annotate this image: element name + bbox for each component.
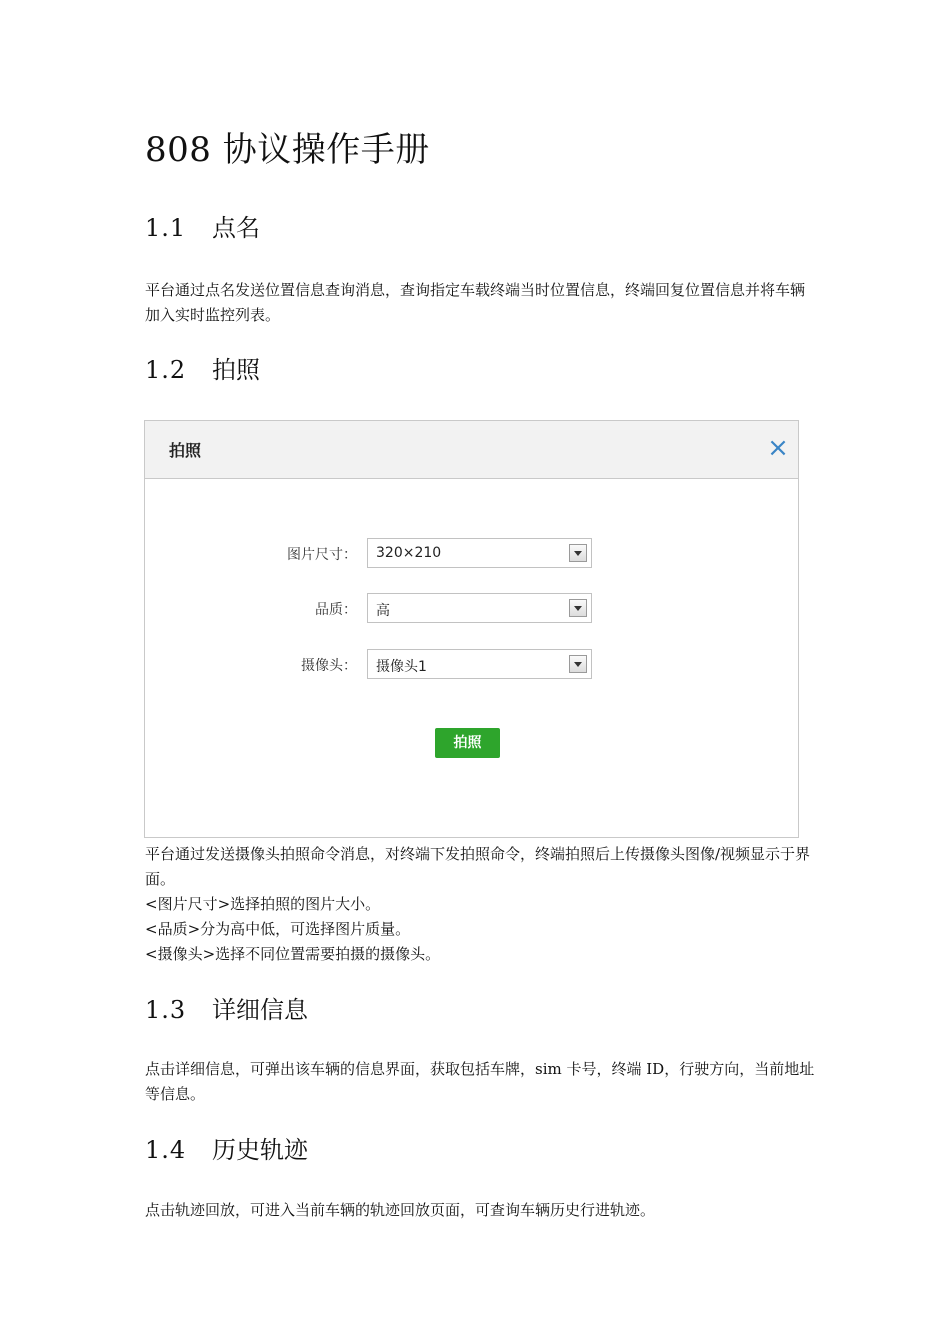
form-row-image-size (145, 538, 800, 568)
paragraph: <摄像头>选择不同位置需要拍摄的摄像头。 (145, 945, 441, 963)
paragraph: 点击轨迹回放，可进入当前车辆的轨迹回放页面，可查询车辆历史行进轨迹。 (145, 1201, 656, 1219)
camera-label: 摄像头： (301, 658, 357, 674)
quality-label: 品质： (315, 602, 357, 618)
dialog-header (145, 421, 798, 479)
section-heading-1-3 (145, 990, 308, 1025)
section-number: 1.4 (145, 1136, 187, 1164)
section-number: 1.3 (145, 996, 187, 1024)
section-number: 1.1 (145, 214, 187, 242)
paragraph: 平台通过点名发送位置信息查询消息，查询指定车载终端当时位置信息，终端回复位置信息并将车辆加入实时监控列表。 (145, 281, 806, 324)
camera-select[interactable] (367, 649, 592, 679)
section-title: 拍照 (212, 356, 260, 384)
section-body-1-2 (145, 842, 815, 967)
form-row-quality (145, 593, 800, 623)
paragraph: <图片尺寸>选择拍照的图片大小。 (145, 895, 381, 913)
image-size-value: 320×210 (376, 545, 442, 561)
chevron-down-icon[interactable] (569, 655, 587, 673)
quality-value: 高 (376, 603, 390, 619)
photo-dialog (144, 420, 799, 838)
chevron-down-icon[interactable] (569, 599, 587, 617)
quality-select[interactable] (367, 593, 592, 623)
section-body-1-3 (145, 1057, 815, 1107)
camera-value: 摄像头1 (376, 659, 427, 675)
section-title: 历史轨迹 (212, 1136, 308, 1164)
take-photo-button[interactable]: 拍照 (435, 728, 500, 758)
image-size-select[interactable] (367, 538, 592, 568)
section-title: 点名 (212, 214, 260, 242)
section-body-1-4 (145, 1198, 815, 1223)
section-heading-1-1 (145, 208, 260, 243)
section-title: 详细信息 (212, 996, 308, 1024)
paragraph: <品质>分为高中低，可选择图片质量。 (145, 920, 411, 938)
section-body-1-1 (145, 278, 815, 328)
section-heading-1-4 (145, 1130, 308, 1165)
document-title: 808 协议操作手册 (145, 130, 430, 170)
paragraph: 点击详细信息，可弹出该车辆的信息界面，获取包括车牌，sim 卡号，终端 ID，行驶方向，当前地址等信息。 (145, 1060, 815, 1103)
paragraph: 平台通过发送摄像头拍照命令消息，对终端下发拍照命令，终端拍照后上传摄像头图像/视频显示于界面。 (145, 845, 811, 888)
chevron-down-icon[interactable] (569, 544, 587, 562)
dialog-title: 拍照 (169, 441, 202, 460)
form-row-camera (145, 649, 800, 679)
image-size-label: 图片尺寸： (287, 547, 357, 563)
section-heading-1-2 (145, 350, 260, 385)
section-number: 1.2 (145, 356, 187, 384)
close-icon[interactable]: × (767, 433, 789, 463)
